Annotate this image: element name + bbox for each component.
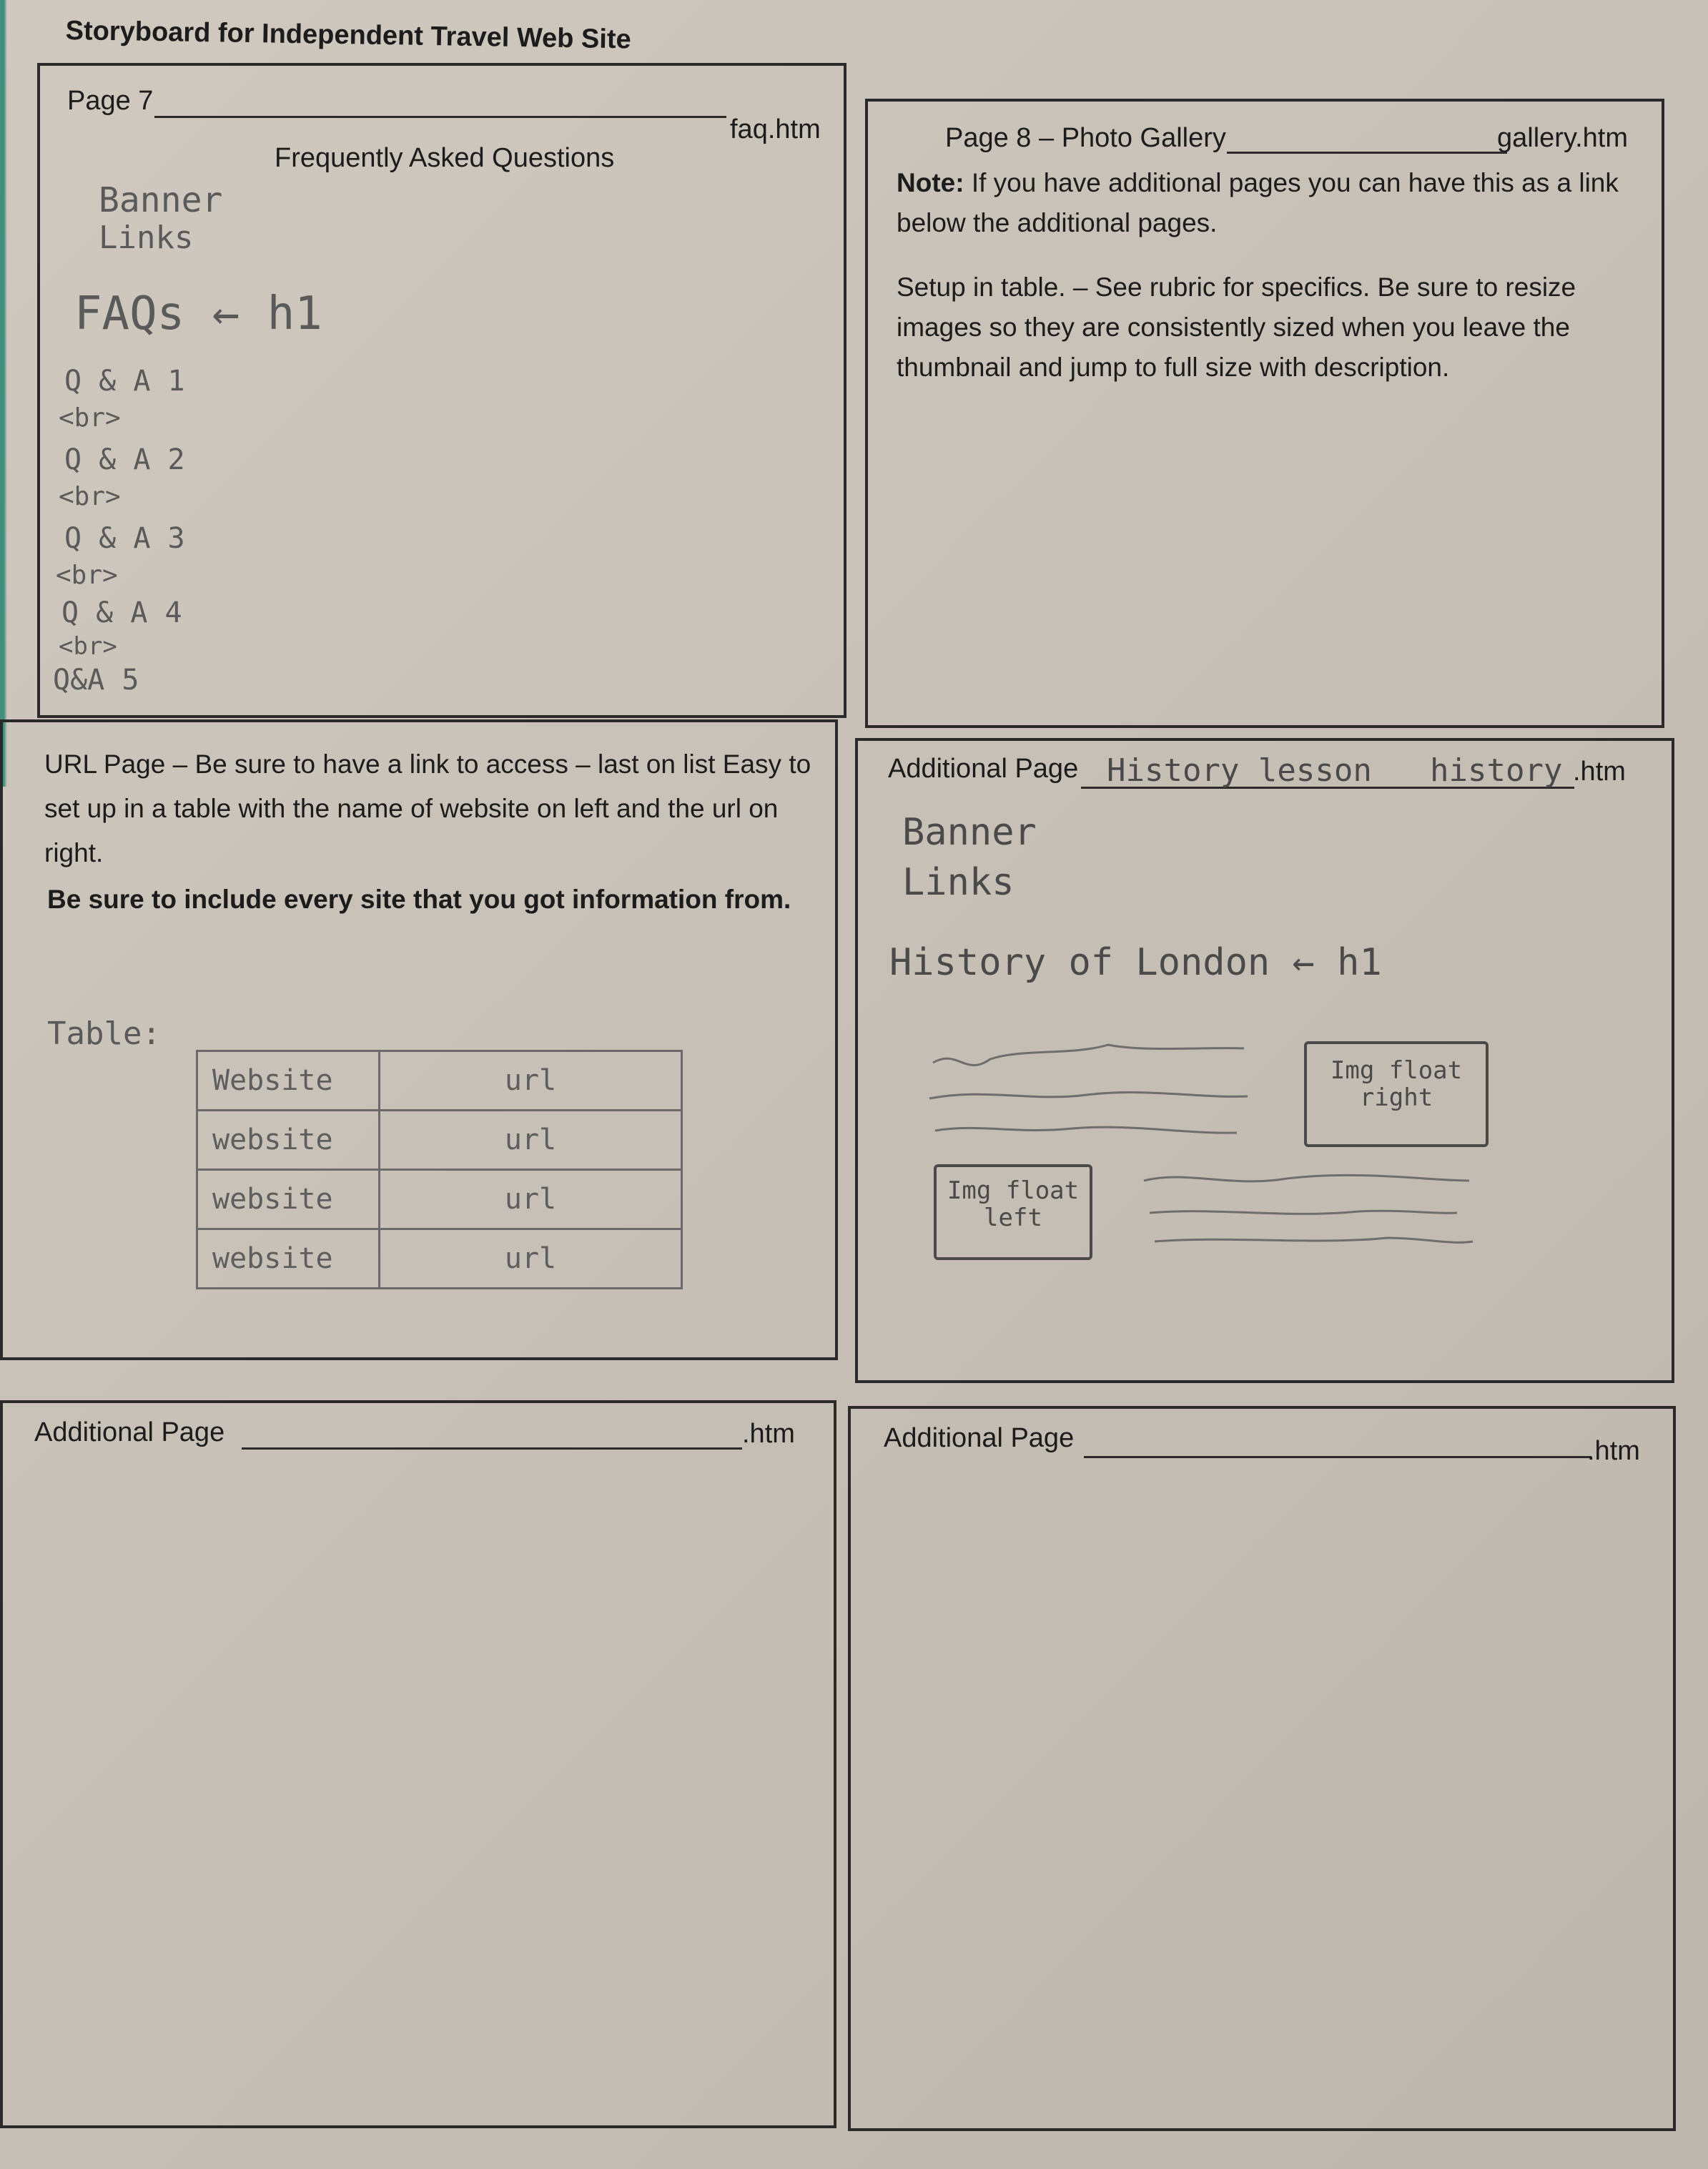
note-qa-2: Q & A 2 — [64, 443, 185, 476]
url-table-sketch — [196, 1050, 683, 1289]
note-banner: Banner — [99, 180, 223, 220]
page-8-setup: Setup in table. – See rubric for specifics. Be sure to resize images so they are consistently sized when you leave the thumbnail and jump to full size with description. — [897, 272, 1576, 382]
additional-name-blank — [242, 1447, 742, 1450]
note-history-h1: History of London ← h1 — [889, 941, 1382, 984]
row-website: website — [197, 1229, 380, 1289]
table-row — [197, 1111, 682, 1170]
additional-label: Additional Page — [888, 754, 1079, 784]
note-qa-5: Q&A 5 — [53, 664, 139, 697]
panel-additional-history — [855, 738, 1674, 1383]
page-7-subtitle: Frequently Asked Questions — [275, 143, 615, 173]
note-label: Note: — [897, 168, 964, 197]
note-links: Links — [99, 220, 194, 256]
document-title: Storyboard for Independent Travel Web Site — [65, 16, 632, 55]
note-links: Links — [902, 861, 1015, 904]
additional-name-blank — [1084, 1456, 1591, 1458]
panel-page-8 — [865, 99, 1664, 728]
note-banner: Banner — [902, 811, 1037, 854]
note-br-4: <br> — [59, 632, 117, 661]
row-url: url — [380, 1170, 682, 1229]
page-8-note — [897, 163, 1640, 243]
note-faqs-h1: FAQs ← h1 — [74, 287, 322, 340]
page-7-filename: faq.htm — [730, 114, 821, 144]
page-7-label: Page 7 — [67, 86, 154, 116]
url-page-emphasis: Be sure to include every site that you got information from. — [47, 885, 791, 914]
url-page-intro: URL Page – Be sure to have a link to access – last on list Easy to set up in a table with the name of website on left and the url on right. — [44, 749, 811, 867]
table-row — [197, 1170, 682, 1229]
row-website: Website — [197, 1051, 380, 1111]
row-url: url — [380, 1229, 682, 1289]
text-placeholder-lines — [858, 741, 1677, 1386]
img-float-right-box: Img float right — [1304, 1041, 1489, 1147]
table-row — [197, 1051, 682, 1111]
binder-edge — [0, 0, 7, 787]
note-text: If you have additional pages you can have this as a link below the additional pages. — [897, 168, 1619, 237]
additional-label: Additional Page — [34, 1417, 225, 1447]
note-qa-4: Q & A 4 — [61, 596, 182, 629]
table-row — [197, 1229, 682, 1289]
note-br-1: <br> — [59, 403, 121, 433]
table-label: Table: — [47, 1015, 161, 1052]
page-name: History lesson — [1107, 752, 1372, 789]
panel-additional-blank-left — [0, 1400, 836, 2128]
file-base: history — [1430, 752, 1563, 789]
row-website: website — [197, 1111, 380, 1170]
note-br-2: <br> — [59, 482, 121, 511]
note-br-3: <br> — [56, 561, 118, 590]
row-url: url — [380, 1111, 682, 1170]
page-7-name-blank — [154, 116, 726, 118]
panel-additional-blank-right — [848, 1406, 1676, 2131]
panel-page-7 — [37, 63, 846, 718]
file-extension: .htm — [1587, 1436, 1640, 1466]
additional-label: Additional Page — [884, 1423, 1075, 1453]
file-extension: .htm — [1573, 757, 1626, 787]
page-8-name-blank — [1227, 152, 1507, 154]
img-float-left-box: Img float left — [934, 1164, 1092, 1260]
page-8-label: Page 8 – Photo Gallery — [945, 123, 1226, 153]
row-website: website — [197, 1170, 380, 1229]
note-qa-3: Q & A 3 — [64, 522, 185, 555]
note-qa-1: Q & A 1 — [64, 365, 185, 398]
page-8-filename: gallery.htm — [1497, 123, 1629, 153]
panel-url-page — [0, 719, 838, 1360]
file-extension: .htm — [742, 1419, 795, 1449]
row-url: url — [380, 1051, 682, 1111]
